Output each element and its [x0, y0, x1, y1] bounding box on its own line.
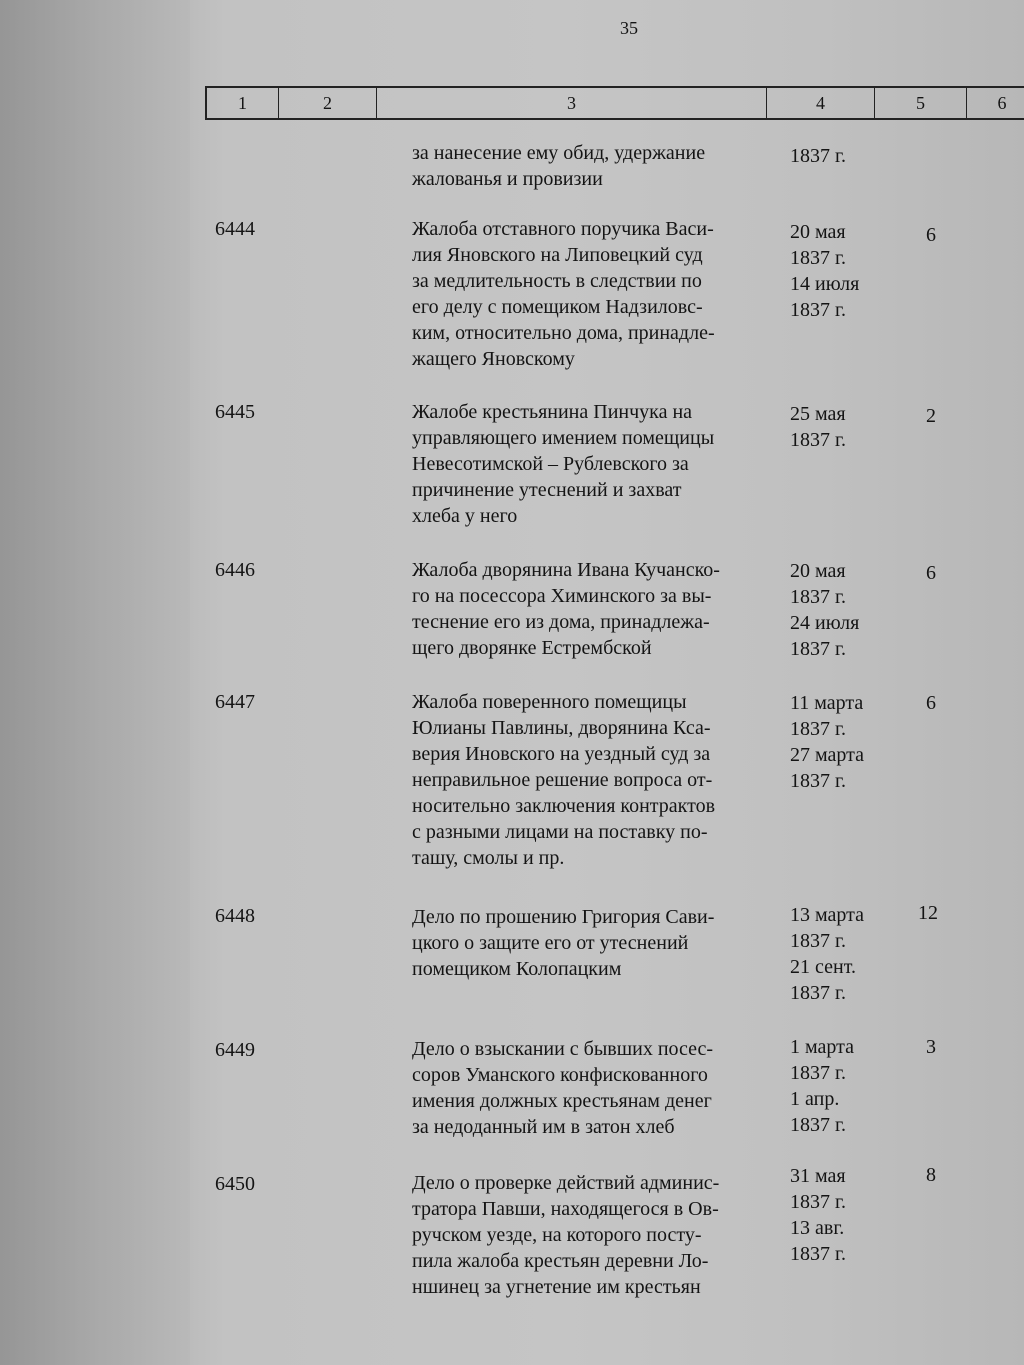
header-col-3: 3: [377, 88, 767, 118]
entry-number: 6450: [215, 1173, 255, 1195]
entry-date: 20 мая: [790, 221, 846, 243]
entry-date: 1 апр.: [790, 1088, 840, 1110]
entry-desc-line: щего дворянке Естрембской: [412, 637, 652, 659]
entry-desc-line: с разными лицами на поставку по-: [412, 821, 708, 843]
entry-count: 8: [926, 1164, 936, 1186]
entry-date: 27 марта: [790, 744, 864, 766]
entry-desc-line: ташу, смолы и пр.: [412, 847, 565, 869]
entry-date: 1837 г.: [790, 638, 846, 660]
entry-desc-line: ким, относительно дома, принадле-: [412, 322, 715, 344]
entry-count: 6: [926, 692, 936, 714]
entry-count: 3: [926, 1036, 936, 1058]
header-col-1: 1: [207, 88, 279, 118]
entry-date: 1837 г.: [790, 299, 846, 321]
entry-date: 1837 г.: [790, 247, 846, 269]
entry-desc-line: Жалоба поверенного помещицы: [412, 691, 687, 713]
entry-number: 6446: [215, 559, 255, 581]
entry-date: 21 сент.: [790, 956, 856, 978]
entry-date: 1837 г.: [790, 982, 846, 1004]
header-col-5: 5: [875, 88, 967, 118]
entry-desc-line: пила жалоба крестьян деревни Ло-: [412, 1250, 709, 1272]
entry-date: 1837 г.: [790, 1243, 846, 1265]
header-col-2: 2: [279, 88, 377, 118]
entry-desc-line: за недоданный им в затон хлеб: [412, 1116, 675, 1138]
entry-desc-line: Юлианы Павлины, дворянина Кса-: [412, 717, 711, 739]
entry-desc-line: причинение утеснений и захват: [412, 479, 682, 501]
entry-count: 6: [926, 562, 936, 584]
entry-date: 13 авг.: [790, 1217, 845, 1239]
entry-desc-line: цкого о защите его от утеснений: [412, 932, 689, 954]
entry-date: 1837 г.: [790, 718, 846, 740]
entry-desc-line: неправильное решение вопроса от-: [412, 769, 713, 791]
entry-desc-line: го на посессора Химинского за вы-: [412, 585, 712, 607]
entry-date: 1837 г.: [790, 1191, 846, 1213]
entry-date: 1837 г.: [790, 1114, 846, 1136]
entry-count: 2: [926, 405, 936, 427]
entry-desc-line: Жалоба дворянина Ивана Кучанско-: [412, 559, 720, 581]
entry-date: 1837 г.: [790, 770, 846, 792]
table-header: [205, 86, 1024, 120]
entry-desc-line: управляющего имением помещицы: [412, 427, 715, 449]
entry-desc-line: носительно заключения контрактов: [412, 795, 716, 817]
entry-number: 6447: [215, 691, 255, 713]
entry-count: 12: [918, 902, 938, 924]
entry-desc-line: хлеба у него: [412, 505, 518, 527]
entry-desc-line: Дело по прошению Григория Сави-: [412, 906, 715, 928]
entry-desc-line: теснение его из дома, принадлежа-: [412, 611, 710, 633]
header-col-4: 4: [767, 88, 875, 118]
header-col-6: 6: [997, 92, 1007, 113]
entry-date: 1837 г.: [790, 586, 846, 608]
facing-page-edge: [0, 0, 190, 1365]
entry-desc-line: имения должных крестьянам денег: [412, 1090, 712, 1112]
entry-date: 1 марта: [790, 1036, 854, 1058]
entry-desc-line: Жалоба отставного поручика Васи-: [412, 218, 714, 240]
entry-number: 6449: [215, 1039, 255, 1061]
entry-date: 25 мая: [790, 403, 846, 425]
entry-date: 1837 г.: [790, 429, 846, 451]
continuation-desc-line: за нанесение ему обид, удержание: [412, 142, 706, 164]
entry-date: 13 марта: [790, 904, 864, 926]
entry-desc-line: его делу с помещиком Надзиловс-: [412, 296, 703, 318]
entry-date: 1837 г.: [790, 930, 846, 952]
entry-desc-line: жащего Яновскому: [412, 348, 575, 370]
entry-date: 11 марта: [790, 692, 864, 714]
entry-desc-line: помещиком Колопацким: [412, 958, 622, 980]
entry-number: 6445: [215, 401, 255, 423]
entry-desc-line: верия Иновского на уездный суд за: [412, 743, 711, 765]
continuation-desc-line: жалованья и провизии: [412, 168, 603, 190]
entry-number: 6448: [215, 905, 255, 927]
entry-desc-line: ншинец за угнетение им крестьян: [412, 1276, 701, 1298]
entry-desc-line: Дело о проверке действий админис-: [412, 1172, 720, 1194]
entry-desc-line: за медлительность в следствии по: [412, 270, 702, 292]
entry-count: 6: [926, 224, 936, 246]
entry-desc-line: Невесотимской – Рублевского за: [412, 453, 689, 475]
entry-date: 24 июля: [790, 612, 860, 634]
entry-date: 31 мая: [790, 1165, 846, 1187]
continuation-date: 1837 г.: [790, 145, 846, 167]
entry-desc-line: лия Яновского на Липовецкий суд: [412, 244, 703, 266]
entry-number: 6444: [215, 218, 255, 240]
entry-date: 20 мая: [790, 560, 846, 582]
entry-desc-line: тратора Павши, находящегося в Ов-: [412, 1198, 719, 1220]
entry-date: 14 июля: [790, 273, 860, 295]
entry-desc-line: ручском уезде, на которого посту-: [412, 1224, 702, 1246]
entry-date: 1837 г.: [790, 1062, 846, 1084]
entry-desc-line: Дело о взыскании с бывших посес-: [412, 1038, 714, 1060]
entry-desc-line: Жалобе крестьянина Пинчука на: [412, 401, 693, 423]
page-number: 35: [620, 18, 638, 38]
entry-desc-line: соров Уманского конфискованного: [412, 1064, 708, 1086]
